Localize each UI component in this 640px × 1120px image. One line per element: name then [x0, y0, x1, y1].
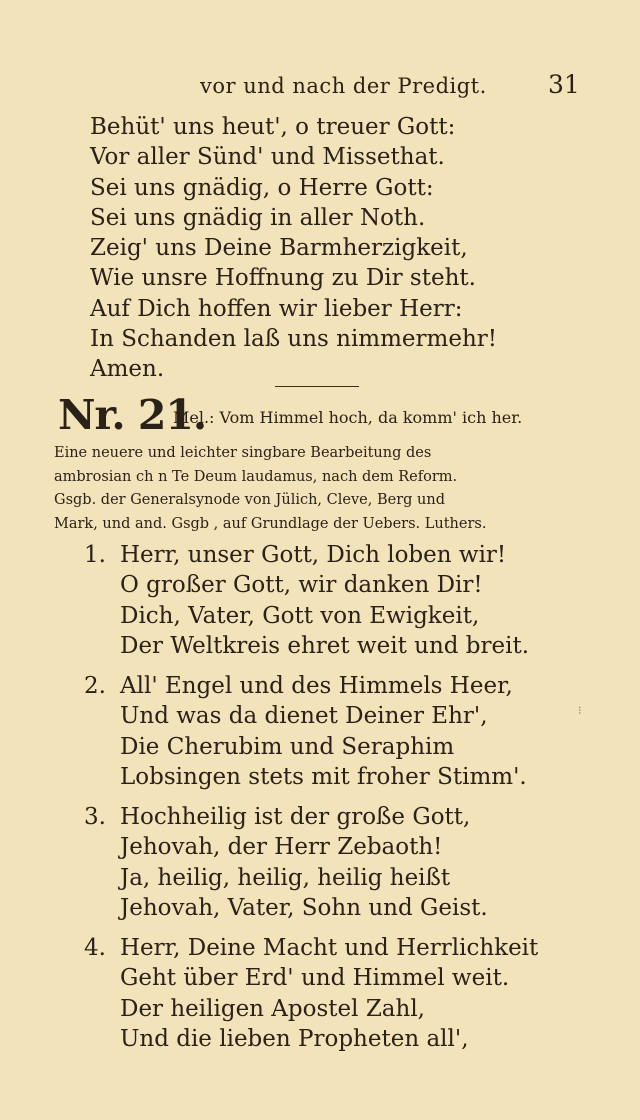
stanza-3: [84, 802, 584, 923]
stanza-line: Und die lieben Propheten all',: [120, 1025, 469, 1052]
verse-line: Auf Dich hoffen wir lieber Herr:: [90, 295, 463, 322]
hymn-source-note: [54, 442, 594, 536]
melody-note: Mel.: Vom Himmel hoch, da komm' ich her.: [173, 408, 523, 427]
stanza-line: Lobsingen stets mit froher Stimm'.: [120, 763, 527, 790]
intro-verse: [90, 112, 560, 385]
stanza-line: Geht über Erd' und Himmel weit.: [120, 965, 510, 992]
stanza-2: [84, 671, 584, 792]
source-line: Mark, und and. Gsgb , auf Grundlage der Uebers. Luthers.: [54, 515, 487, 532]
source-line: Eine neuere und leichter singbare Bearbeitung des: [54, 445, 432, 461]
verse-line: Amen.: [90, 356, 165, 383]
stanza-number: 3.: [84, 804, 106, 830]
stanza-line: Dich, Vater, Gott von Ewigkeit,: [120, 602, 480, 629]
stanza-number: 4.: [84, 935, 106, 961]
stanza-line: Der heiligen Apostel Zahl,: [120, 995, 425, 1022]
verse-line: Zeig' uns Deine Barmherzigkeit,: [90, 235, 468, 262]
verse-line: In Schanden laß uns nimmermehr!: [90, 326, 497, 353]
page-header: [0, 70, 640, 104]
stanza-line: Und was da dienet Deiner Ehr',: [120, 703, 488, 730]
stanza-line: Hochheilig ist der große Gott,: [120, 804, 471, 830]
stanza-4: [84, 933, 584, 1054]
section-divider: [275, 386, 359, 387]
margin-smudge: ⁝: [578, 704, 582, 717]
stanza-number: 1.: [84, 542, 106, 568]
verse-line: Sei uns gnädig, o Herre Gott:: [90, 174, 434, 201]
hymn-number: Nr. 21.: [58, 391, 207, 439]
stanza-line: Jehovah, Vater, Sohn und Geist.: [120, 894, 488, 921]
stanza-line: O großer Gott, wir danken Dir!: [120, 572, 483, 599]
verse-line: Wie unsre Hoffnung zu Dir steht.: [90, 265, 476, 292]
source-line: Gsgb. der Generalsynode von Jülich, Cleve, Berg und: [54, 492, 445, 508]
verse-line: Vor aller Sünd' und Missethat.: [90, 144, 445, 171]
verse-line: Sei uns gnädig in aller Noth.: [90, 204, 426, 231]
running-head: vor und nach der Predigt.: [200, 74, 487, 98]
stanza-line: Jehovah, der Herr Zebaoth!: [120, 834, 443, 861]
stanza-line: Die Cherubim und Seraphim: [120, 733, 455, 760]
page-number: 31: [548, 70, 580, 99]
stanza-number: 2.: [84, 673, 106, 699]
stanza-line: All' Engel und des Himmels Heer,: [120, 673, 513, 699]
source-line: ambrosian ch n Te Deum laudamus, nach dem Reform.: [54, 468, 458, 485]
stanza-line: Der Weltkreis ehret weit und breit.: [120, 632, 530, 659]
stanza-1: [84, 540, 584, 661]
stanza-line: Herr, Deine Macht und Herrlichkeit: [120, 935, 539, 961]
hymn-heading: [58, 392, 598, 438]
stanza-line: Herr, unser Gott, Dich loben wir!: [120, 542, 507, 568]
verse-line: Behüt' uns heut', o treuer Gott:: [90, 114, 456, 140]
stanza-line: Ja, heilig, heilig, heilig heißt: [120, 864, 451, 891]
